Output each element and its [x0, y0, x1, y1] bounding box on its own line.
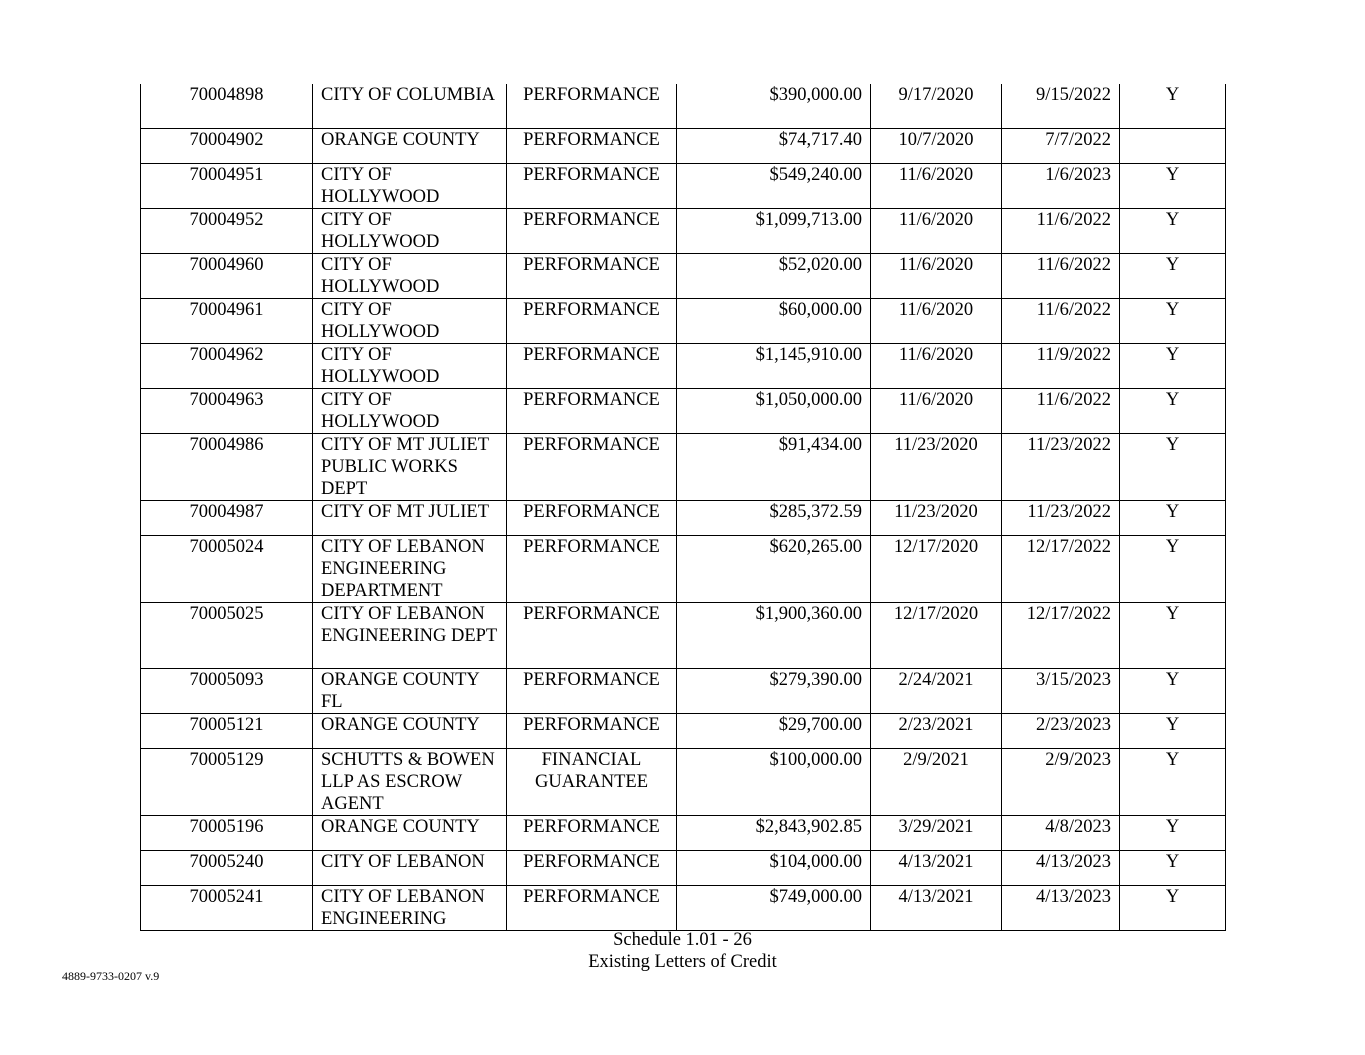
- expiry-date: 7/7/2022: [1045, 129, 1111, 150]
- expiry-date-cell: [1002, 713, 1120, 748]
- expiry-date-cell: [1002, 388, 1120, 433]
- beneficiary: CITY OF MT JULIET: [321, 501, 490, 522]
- issue-date-cell: [871, 748, 1002, 815]
- issue-date: 12/17/2020: [893, 603, 979, 624]
- beneficiary: CITY OF LEBANON ENGINEERING: [321, 886, 485, 929]
- beneficiary: CITY OF LEBANON ENGINEERING DEPT: [321, 603, 498, 646]
- table-row: [141, 602, 1226, 668]
- flag-cell: [1120, 433, 1226, 500]
- lc-type: PERFORMANCE: [523, 714, 660, 735]
- amount-cell: [677, 713, 871, 748]
- beneficiary: CITY OF HOLLYWOOD: [321, 299, 440, 342]
- amount-cell: [677, 208, 871, 253]
- expiry-date: 12/17/2022: [1026, 536, 1111, 557]
- expiry-date: 3/15/2023: [1035, 669, 1111, 690]
- expiry-date: 11/23/2022: [1027, 501, 1111, 522]
- amount: $52,020.00: [778, 254, 862, 275]
- lc-number: 70005025: [189, 603, 264, 624]
- expiry-date: 11/6/2022: [1036, 299, 1111, 320]
- table-row: [141, 713, 1226, 748]
- issue-date: 11/6/2020: [898, 344, 974, 365]
- flag-cell: [1120, 298, 1226, 343]
- expiry-date-cell: [1002, 298, 1120, 343]
- amount-cell: [677, 668, 871, 713]
- table-row: [141, 163, 1226, 208]
- issue-date: 11/6/2020: [898, 254, 974, 275]
- issue-date: 2/24/2021: [898, 669, 974, 690]
- lc-type: PERFORMANCE: [523, 434, 660, 455]
- beneficiary-cell: [313, 84, 507, 128]
- expiry-date: 1/6/2023: [1045, 164, 1111, 185]
- expiry-date-cell: [1002, 885, 1120, 930]
- schedule-number: Schedule 1.01 - 26: [613, 930, 752, 950]
- beneficiary: CITY OF HOLLYWOOD: [321, 164, 440, 207]
- issue-date: 11/23/2020: [894, 501, 978, 522]
- issue-date-cell: [871, 343, 1002, 388]
- expiry-date-cell: [1002, 128, 1120, 163]
- amount: $279,390.00: [769, 669, 862, 690]
- lc-number-cell: [141, 343, 313, 388]
- lc-number-cell: [141, 128, 313, 163]
- expiry-date-cell: [1002, 668, 1120, 713]
- issue-date: 11/6/2020: [898, 164, 974, 185]
- expiry-date-cell: [1002, 343, 1120, 388]
- expiry-date: 11/6/2022: [1036, 254, 1111, 275]
- flag-cell: [1120, 343, 1226, 388]
- beneficiary: CITY OF LEBANON ENGINEERING DEPARTMENT: [321, 536, 485, 601]
- document-id: 4889-9733-0207 v.9: [62, 969, 160, 983]
- flag: Y: [1165, 886, 1180, 907]
- amount-cell: [677, 602, 871, 668]
- lc-number-cell: [141, 713, 313, 748]
- lc-number: 70004963: [189, 389, 264, 410]
- lc-number: 70004960: [189, 254, 264, 275]
- lc-type: PERFORMANCE: [523, 603, 660, 624]
- table-row: [141, 84, 1226, 128]
- beneficiary: CITY OF MT JULIET PUBLIC WORKS DEPT: [321, 434, 489, 499]
- lc-type: FINANCIAL GUARANTEE: [534, 749, 649, 792]
- flag: Y: [1165, 344, 1180, 365]
- issue-date-cell: [871, 500, 1002, 535]
- amount-cell: [677, 433, 871, 500]
- amount-cell: [677, 885, 871, 930]
- lc-type-cell: [507, 748, 677, 815]
- lc-type: PERFORMANCE: [523, 344, 660, 365]
- table-row: [141, 433, 1226, 500]
- lc-number-cell: [141, 433, 313, 500]
- flag-cell: [1120, 668, 1226, 713]
- beneficiary: ORANGE COUNTY: [321, 816, 480, 837]
- amount: $620,265.00: [769, 536, 862, 557]
- amount-cell: [677, 298, 871, 343]
- flag: Y: [1165, 85, 1180, 105]
- lc-number-cell: [141, 500, 313, 535]
- amount: $74,717.40: [778, 129, 862, 150]
- table-row: [141, 343, 1226, 388]
- issue-date-cell: [871, 885, 1002, 930]
- table-row: [141, 668, 1226, 713]
- flag: Y: [1165, 669, 1180, 690]
- beneficiary: CITY OF HOLLYWOOD: [321, 389, 440, 432]
- issue-date-cell: [871, 388, 1002, 433]
- flag: Y: [1165, 816, 1180, 837]
- issue-date: 2/23/2021: [898, 714, 974, 735]
- beneficiary: SCHUTTS & BOWEN LLP AS ESCROW AGENT: [321, 749, 495, 814]
- lc-type-cell: [507, 84, 677, 128]
- flag-cell: [1120, 535, 1226, 602]
- lc-type: PERFORMANCE: [523, 501, 660, 522]
- beneficiary-cell: [313, 388, 507, 433]
- amount: $390,000.00: [769, 85, 862, 105]
- amount: $60,000.00: [778, 299, 862, 320]
- lc-number: 70005093: [189, 669, 264, 690]
- issue-date: 11/6/2020: [898, 209, 974, 230]
- beneficiary-cell: [313, 253, 507, 298]
- lc-type-cell: [507, 602, 677, 668]
- lc-type: PERFORMANCE: [523, 164, 660, 185]
- amount: $285,372.59: [769, 501, 862, 522]
- expiry-date-cell: [1002, 535, 1120, 602]
- issue-date: 9/17/2020: [898, 85, 974, 105]
- issue-date-cell: [871, 668, 1002, 713]
- lc-number: 70004951: [189, 164, 264, 185]
- issue-date-cell: [871, 298, 1002, 343]
- flag: Y: [1165, 749, 1180, 770]
- amount: $91,434.00: [778, 434, 862, 455]
- lc-type-cell: [507, 713, 677, 748]
- flag: Y: [1165, 536, 1180, 557]
- lc-number: 70005121: [189, 714, 264, 735]
- lc-number: 70005240: [189, 851, 264, 872]
- expiry-date-cell: [1002, 850, 1120, 885]
- expiry-date: 11/23/2022: [1027, 434, 1111, 455]
- lc-number-cell: [141, 535, 313, 602]
- issue-date-cell: [871, 535, 1002, 602]
- flag-cell: [1120, 84, 1226, 128]
- beneficiary-cell: [313, 163, 507, 208]
- expiry-date: 11/9/2022: [1036, 344, 1111, 365]
- issue-date-cell: [871, 850, 1002, 885]
- lc-number: 70005196: [189, 816, 264, 837]
- expiry-date: 4/13/2023: [1035, 851, 1111, 872]
- lc-type-cell: [507, 815, 677, 850]
- beneficiary: ORANGE COUNTY: [321, 714, 480, 735]
- expiry-date-cell: [1002, 163, 1120, 208]
- table-row: [141, 128, 1226, 163]
- expiry-date: 9/15/2022: [1035, 85, 1111, 105]
- lc-number: 70004962: [189, 344, 264, 365]
- issue-date-cell: [871, 815, 1002, 850]
- amount-cell: [677, 163, 871, 208]
- issue-date-cell: [871, 163, 1002, 208]
- lc-type-cell: [507, 535, 677, 602]
- amount: $29,700.00: [778, 714, 862, 735]
- expiry-date: 2/9/2023: [1045, 749, 1111, 770]
- amount-cell: [677, 343, 871, 388]
- beneficiary-cell: [313, 815, 507, 850]
- beneficiary-cell: [313, 298, 507, 343]
- table-body: [141, 84, 1226, 930]
- issue-date-cell: [871, 208, 1002, 253]
- beneficiary-cell: [313, 850, 507, 885]
- lc-number-cell: [141, 748, 313, 815]
- flag-cell: [1120, 815, 1226, 850]
- beneficiary-cell: [313, 128, 507, 163]
- issue-date: 4/13/2021: [898, 886, 974, 907]
- table-row: [141, 208, 1226, 253]
- beneficiary: CITY OF HOLLYWOOD: [321, 209, 440, 252]
- lc-type: PERFORMANCE: [523, 85, 660, 105]
- expiry-date: 11/6/2022: [1036, 209, 1111, 230]
- issue-date: 11/6/2020: [898, 389, 974, 410]
- flag-cell: [1120, 748, 1226, 815]
- beneficiary-cell: [313, 668, 507, 713]
- table-row: [141, 500, 1226, 535]
- beneficiary-cell: [313, 208, 507, 253]
- issue-date: 12/17/2020: [893, 536, 979, 557]
- amount-cell: [677, 535, 871, 602]
- table-row: [141, 850, 1226, 885]
- amount: $1,900,360.00: [755, 603, 862, 624]
- flag-cell: [1120, 253, 1226, 298]
- lc-number-cell: [141, 815, 313, 850]
- lc-number: 70004961: [189, 299, 264, 320]
- table-row: [141, 815, 1226, 850]
- table-row: [141, 885, 1226, 930]
- beneficiary-cell: [313, 885, 507, 930]
- lc-type-cell: [507, 433, 677, 500]
- expiry-date-cell: [1002, 433, 1120, 500]
- beneficiary: CITY OF LEBANON: [321, 851, 485, 872]
- lc-type: PERFORMANCE: [523, 851, 660, 872]
- flag: Y: [1165, 603, 1180, 624]
- issue-date-cell: [871, 128, 1002, 163]
- lc-number: 70004898: [189, 85, 264, 105]
- amount-cell: [677, 748, 871, 815]
- flag-cell: [1120, 850, 1226, 885]
- lc-type-cell: [507, 500, 677, 535]
- lc-number: 70004986: [189, 434, 264, 455]
- lc-number: 70005024: [189, 536, 264, 557]
- beneficiary: CITY OF COLUMBIA: [321, 85, 496, 105]
- expiry-date-cell: [1002, 84, 1120, 128]
- beneficiary: ORANGE COUNTY FL: [321, 669, 480, 712]
- beneficiary: CITY OF HOLLYWOOD: [321, 254, 440, 297]
- beneficiary-cell: [313, 500, 507, 535]
- lc-type: PERFORMANCE: [523, 669, 660, 690]
- lc-type-cell: [507, 343, 677, 388]
- issue-date-cell: [871, 433, 1002, 500]
- lc-type: PERFORMANCE: [523, 816, 660, 837]
- lc-number-cell: [141, 253, 313, 298]
- lc-type-cell: [507, 388, 677, 433]
- letters-of-credit-table: [140, 84, 1226, 931]
- beneficiary-cell: [313, 535, 507, 602]
- flag-cell: [1120, 388, 1226, 433]
- expiry-date-cell: [1002, 500, 1120, 535]
- table-row: [141, 535, 1226, 602]
- lc-type: PERFORMANCE: [523, 536, 660, 557]
- lc-type-cell: [507, 208, 677, 253]
- beneficiary-cell: [313, 713, 507, 748]
- expiry-date: 12/17/2022: [1026, 603, 1111, 624]
- lc-type-cell: [507, 128, 677, 163]
- lc-number: 70005129: [189, 749, 264, 770]
- expiry-date-cell: [1002, 602, 1120, 668]
- flag-cell: [1120, 713, 1226, 748]
- lc-number: 70004987: [189, 501, 264, 522]
- schedule-caption: Existing Letters of Credit: [588, 952, 777, 972]
- lc-number: 70004952: [189, 209, 264, 230]
- issue-date-cell: [871, 253, 1002, 298]
- amount-cell: [677, 815, 871, 850]
- amount: $1,099,713.00: [755, 209, 862, 230]
- lc-number-cell: [141, 208, 313, 253]
- flag-cell: [1120, 208, 1226, 253]
- beneficiary: ORANGE COUNTY: [321, 129, 480, 150]
- amount: $549,240.00: [769, 164, 862, 185]
- flag: Y: [1165, 851, 1180, 872]
- lc-number-cell: [141, 84, 313, 128]
- lc-type: PERFORMANCE: [523, 254, 660, 275]
- issue-date-cell: [871, 602, 1002, 668]
- expiry-date-cell: [1002, 815, 1120, 850]
- amount-cell: [677, 850, 871, 885]
- lc-type: PERFORMANCE: [523, 886, 660, 907]
- lc-number-cell: [141, 298, 313, 343]
- lc-type: PERFORMANCE: [523, 129, 660, 150]
- expiry-date-cell: [1002, 748, 1120, 815]
- amount-cell: [677, 84, 871, 128]
- lc-type: PERFORMANCE: [523, 389, 660, 410]
- amount: $749,000.00: [769, 886, 862, 907]
- flag: Y: [1165, 209, 1180, 230]
- amount-cell: [677, 253, 871, 298]
- lc-number-cell: [141, 388, 313, 433]
- table-row: [141, 298, 1226, 343]
- lc-number: 70004902: [189, 129, 264, 150]
- issue-date: 3/29/2021: [898, 816, 974, 837]
- amount: $2,843,902.85: [755, 816, 862, 837]
- amount-cell: [677, 128, 871, 163]
- flag: Y: [1165, 501, 1180, 522]
- lc-type-cell: [507, 298, 677, 343]
- lc-number-cell: [141, 163, 313, 208]
- lc-number: 70005241: [189, 886, 264, 907]
- expiry-date: 11/6/2022: [1036, 389, 1111, 410]
- flag-cell: [1120, 500, 1226, 535]
- beneficiary-cell: [313, 602, 507, 668]
- flag: Y: [1165, 164, 1180, 185]
- amount: $1,145,910.00: [755, 344, 862, 365]
- amount: $100,000.00: [769, 749, 862, 770]
- lc-number-cell: [141, 602, 313, 668]
- issue-date: 2/9/2021: [903, 749, 969, 770]
- lc-number-cell: [141, 885, 313, 930]
- lc-type: PERFORMANCE: [523, 299, 660, 320]
- table-row: [141, 388, 1226, 433]
- issue-date: 11/6/2020: [898, 299, 974, 320]
- amount: $104,000.00: [769, 851, 862, 872]
- beneficiary-cell: [313, 343, 507, 388]
- table-row: [141, 748, 1226, 815]
- expiry-date-cell: [1002, 253, 1120, 298]
- amount: $1,050,000.00: [755, 389, 862, 410]
- flag-cell: [1120, 602, 1226, 668]
- flag: Y: [1165, 254, 1180, 275]
- issue-date: 11/23/2020: [894, 434, 978, 455]
- flag-cell: [1120, 163, 1226, 208]
- expiry-date: 2/23/2023: [1035, 714, 1111, 735]
- beneficiary: CITY OF HOLLYWOOD: [321, 344, 440, 387]
- amount-cell: [677, 388, 871, 433]
- issue-date: 4/13/2021: [898, 851, 974, 872]
- expiry-date-cell: [1002, 208, 1120, 253]
- lc-type-cell: [507, 253, 677, 298]
- flag: Y: [1165, 714, 1180, 735]
- table-row: [141, 253, 1226, 298]
- expiry-date: 4/13/2023: [1035, 886, 1111, 907]
- lc-type-cell: [507, 850, 677, 885]
- lc-type-cell: [507, 163, 677, 208]
- flag: Y: [1165, 389, 1180, 410]
- expiry-date: 4/8/2023: [1045, 816, 1111, 837]
- lc-type-cell: [507, 668, 677, 713]
- flag: Y: [1165, 299, 1180, 320]
- lc-type: PERFORMANCE: [523, 209, 660, 230]
- flag-cell: [1120, 885, 1226, 930]
- lc-number-cell: [141, 668, 313, 713]
- beneficiary-cell: [313, 433, 507, 500]
- flag-cell: [1120, 128, 1226, 163]
- amount-cell: [677, 500, 871, 535]
- issue-date-cell: [871, 713, 1002, 748]
- issue-date: 10/7/2020: [898, 129, 974, 150]
- beneficiary-cell: [313, 748, 507, 815]
- issue-date-cell: [871, 84, 1002, 128]
- flag: Y: [1165, 434, 1180, 455]
- lc-type-cell: [507, 885, 677, 930]
- lc-number-cell: [141, 850, 313, 885]
